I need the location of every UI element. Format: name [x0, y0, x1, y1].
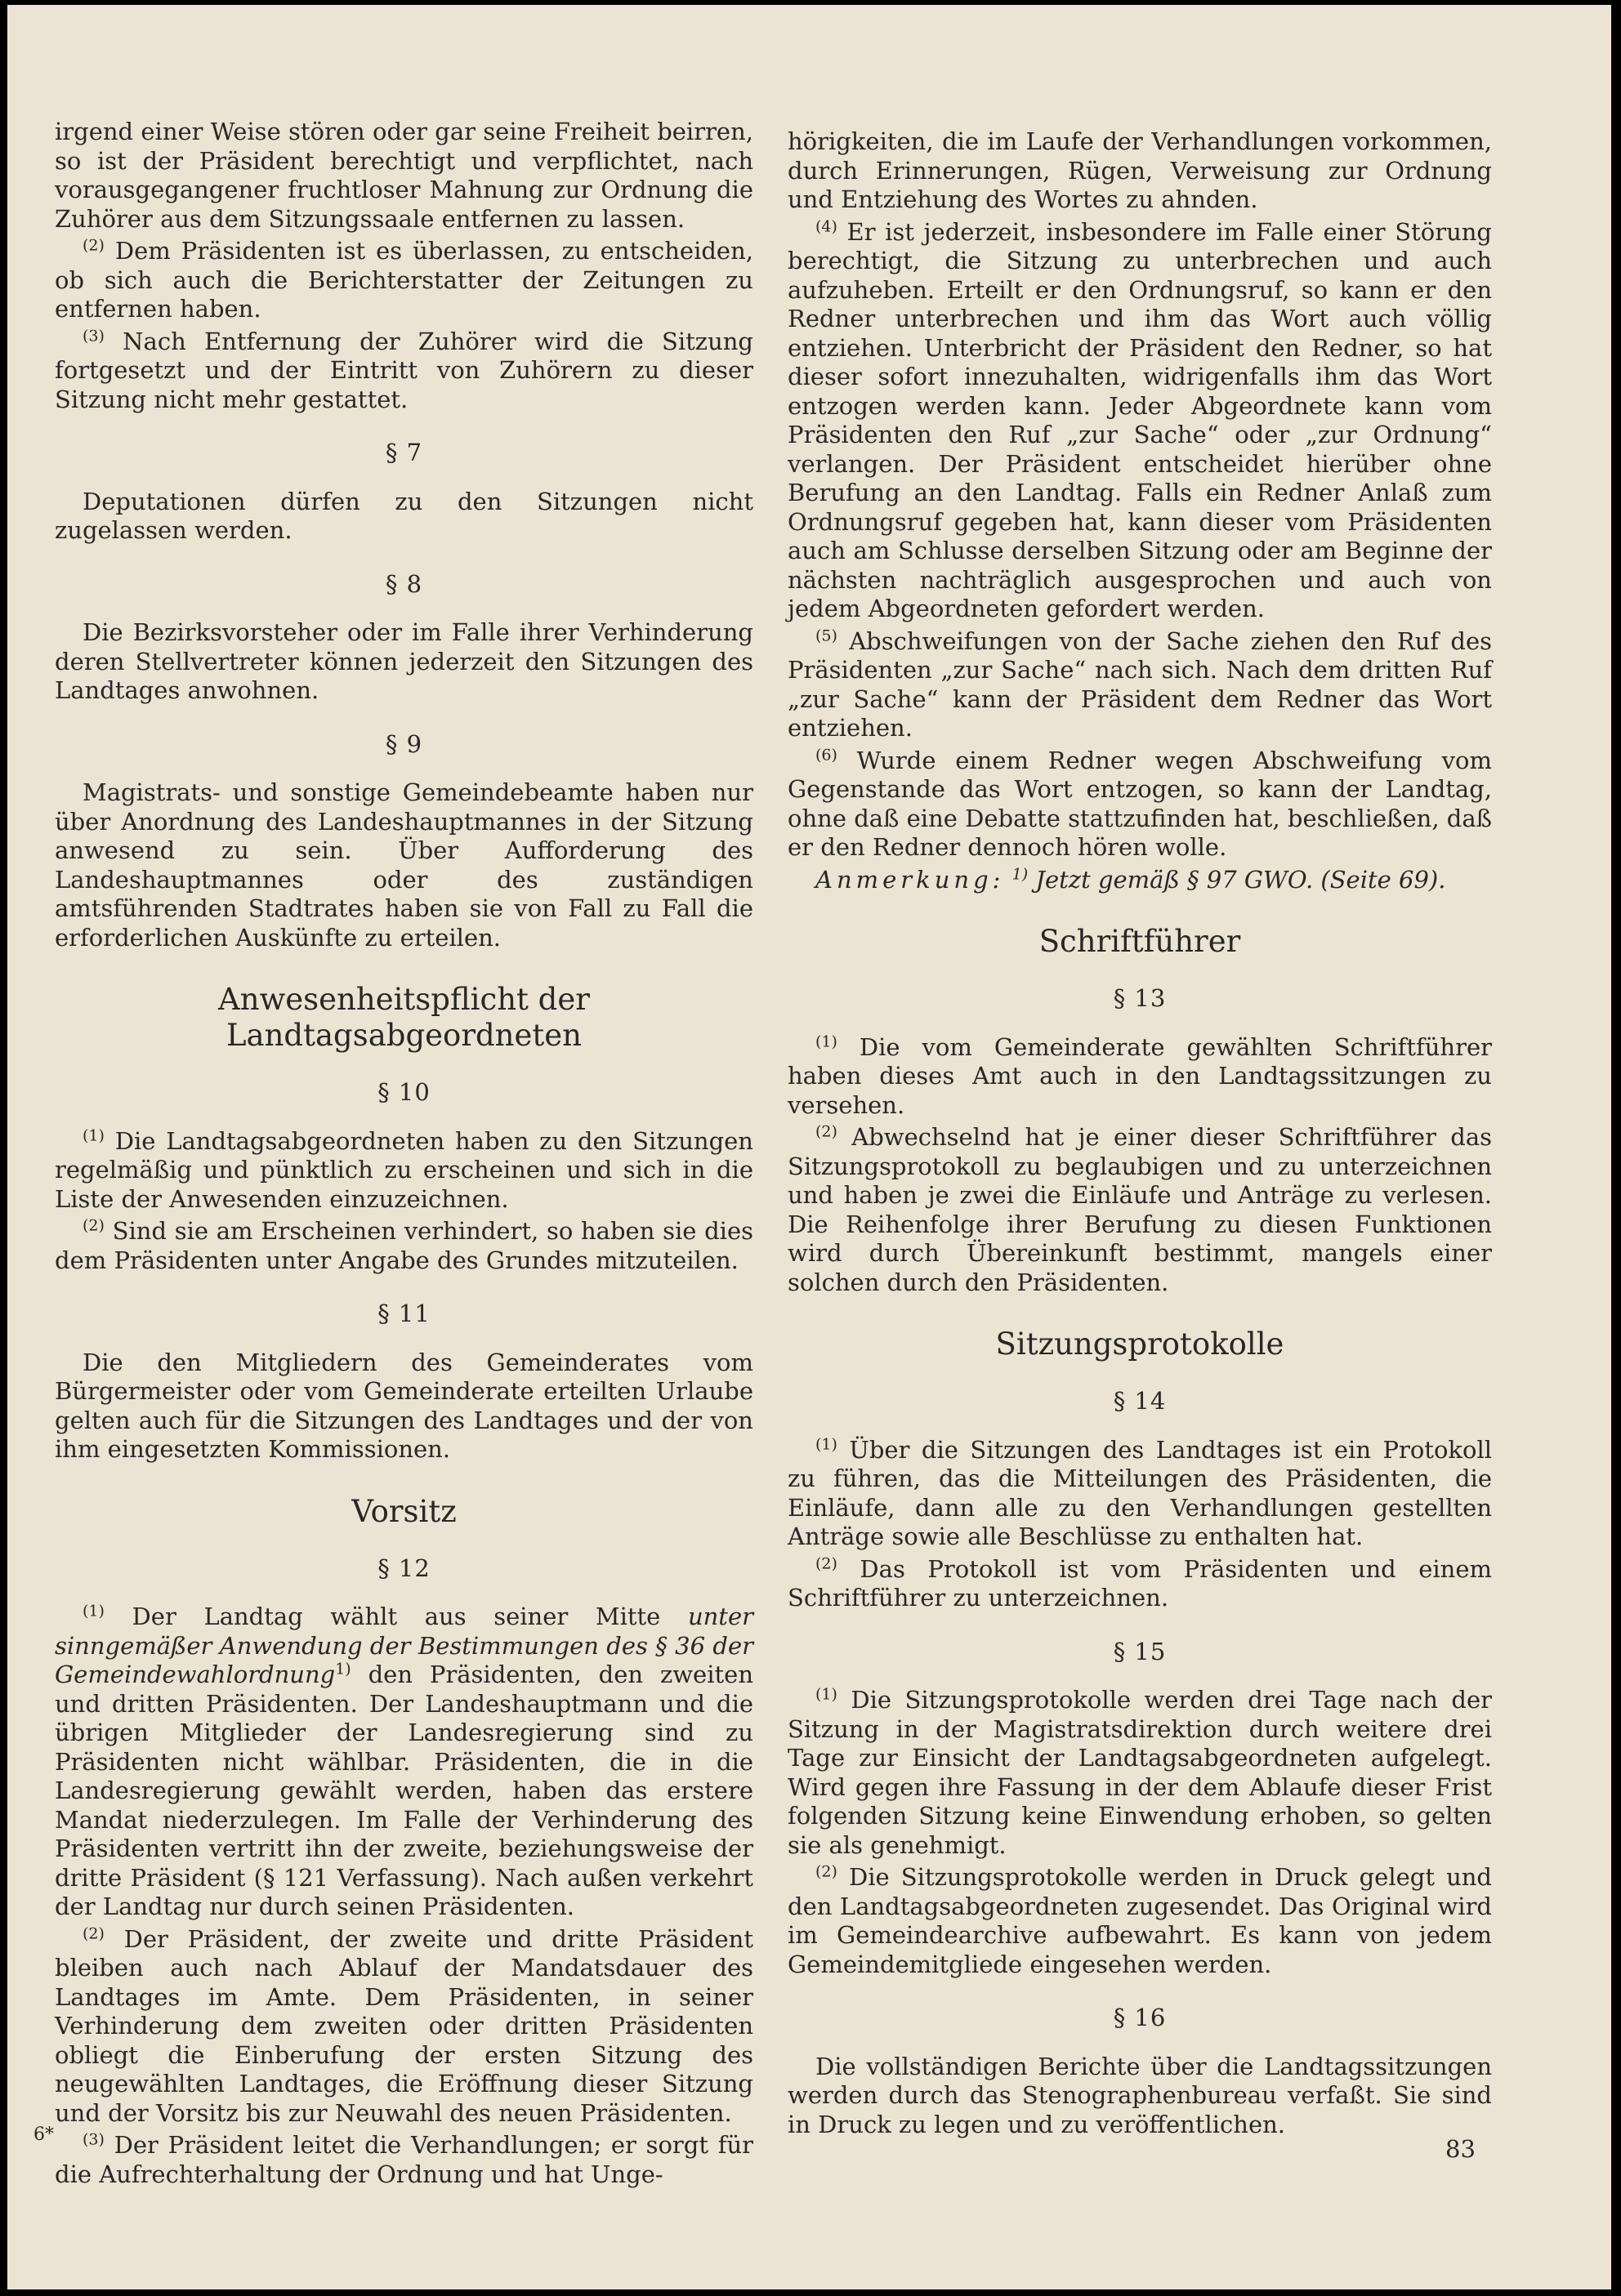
section-number: § 11 — [377, 1300, 431, 1327]
paragraph — [788, 1033, 1492, 1121]
paragraph-text: den Präsidenten, den zweiten und dritten Präsidenten. Der Landeshauptmann und die übrigen Mitglieder der Landesregierung sind zu Präsidenten nicht wählbar. Präsidenten, die in die Landesregierung gewählt werden, haben das erstere Mandat niederzulegen. Im Falle der Verhinderung des Präsidenten vertritt ihn der zweite, beziehungsweise der dritte Präsident (§ 121 Verfassung). Nach außen verkehrt der Landtag nur durch seinen Präsidenten. — [55, 1661, 753, 1920]
section-number: § 14 — [1113, 1387, 1167, 1415]
paragraph: irgend einer Weise stören oder gar seine Freiheit beirren, so ist der Präsident berechtigt und verpflichtet, nach vorausgegangener fruchtloser Mahnung zur Ordnung die Zuhörer aus dem Sitzungssaale entfernen zu lassen. — [55, 118, 753, 233]
paragraph — [788, 218, 1492, 624]
section-number: § 12 — [377, 1554, 431, 1582]
paragraph-number: (1) — [83, 1602, 105, 1621]
paragraph-number: (2) — [815, 1122, 837, 1141]
heading-vorsitz: Vorsitz — [351, 1493, 457, 1529]
section-number: § 8 — [385, 569, 423, 598]
paragraph: Die den Mitgliedern des Gemeinderates vom Bürgermeister oder vom Gemeinderate erteilten Urlaube gelten auch für die Sitzungen des Landtages und der von ihm eingesetzten Kommissionen. — [55, 1348, 753, 1463]
paragraph — [788, 1686, 1492, 1860]
section-number: § 10 — [377, 1078, 431, 1106]
paragraph-number: (2) — [83, 236, 105, 255]
section-number: § 13 — [1113, 984, 1167, 1012]
heading-sitzungsprotokolle: Sitzungsprotokolle — [995, 1326, 1284, 1362]
paragraph — [788, 1555, 1492, 1613]
paragraph: Deputationen dürfen zu den Sitzungen nicht zugelassen werden. — [55, 487, 753, 544]
paragraph-text: Der Präsident, der zweite und dritte Präsident bleiben auch nach Ablauf der Mandatsdauer des Landtages im Amte. Dem Präsidenten, in seiner Verhinderung dem zweiten oder dritten Präsidenten obliegt die Einberufung der ersten Sitzung des neugewählten Landtages, die Eröffnung dieser Sitzung und der Vorsitz bis zur Neuwahl des neuen Präsidenten. — [55, 1924, 753, 2127]
page-number: 83 — [1445, 2135, 1476, 2163]
paragraph-number: (3) — [83, 326, 105, 345]
paragraph-text: Die vom Gemeinderate gewählten Schriftführer haben dieses Amt auch in den Landtagssitzungen zu versehen. — [788, 1032, 1492, 1119]
annotation-note — [788, 866, 1492, 895]
section-number: § 16 — [1113, 2004, 1167, 2031]
annotation-text: Jetzt gemäß § 97 GWO. (Seite 69). — [1028, 865, 1446, 894]
paragraph-number: (2) — [83, 1924, 105, 1942]
left-column — [55, 118, 753, 2192]
right-column — [788, 127, 1492, 2142]
document-page — [7, 5, 1611, 2289]
paragraph-number: (6) — [815, 745, 837, 764]
paragraph-number: (3) — [83, 2130, 105, 2149]
paragraph — [788, 1123, 1492, 1297]
paragraph-text: Der Präsident leitet die Verhandlungen; er sorgt für die Aufrechterhaltung der Ordnung und hat Unge- — [55, 2131, 753, 2188]
paragraph-number: (2) — [83, 1216, 105, 1235]
paragraph-text: Er ist jederzeit, insbesondere im Falle einer Störung berechtigt, die Sitzung zu unterbrechen und auch aufzuheben. Erteilt er den Ordnungsruf, so kann er den Redner unterbrechen und ihm das Wort auch völlig entziehen. Unterbricht der Präsident den Redner, so hat dieser sofort innezuhalten, widrigenfalls ihm das Wort entzogen werden kann. Jeder Abgeordnete kann vom Präsidenten den Ruf „zur Sache“ oder „zur Ordnung“ verlangen. Der Präsident entscheidet hierüber ohne Berufung an den Landtag. Falls ein Redner Anlaß zum Ordnungsruf gegeben hat, kann dieser vom Präsidenten auch am Schlusse derselben Sitzung oder am Beginne der nächsten nachträglich ausgesprochen und auch von jedem Abgeordneten gefordert werden. — [788, 217, 1492, 622]
paragraph — [55, 1127, 753, 1215]
footnote-marker: 1) — [1011, 864, 1029, 883]
paragraph-text: Der Landtag wählt aus seiner Mitte — [104, 1603, 688, 1630]
paragraph-text: Abschweifungen von der Sache ziehen den Ruf des Präsidenten „zur Sache“ nach sich. Nach dem dritten Ruf „zur Sache“ kann der Präsident dem Redner das Wort entziehen. — [788, 626, 1492, 742]
paragraph-number: (4) — [815, 216, 837, 235]
paragraph-text: Über die Sitzungen des Landtages ist ein Protokoll zu führen, das die Mitteilungen des Präsidenten, die Einläufe, dann alle zu den Verhandlungen gestellten Anträge sowie alle Beschlüsse zu enthalten hat. — [788, 1435, 1492, 1550]
section-number: § 9 — [385, 729, 423, 758]
paragraph — [55, 1217, 753, 1275]
paragraph-text: Dem Präsidenten ist es überlassen, zu entscheiden, ob sich auch die Berichterstatter der Zeitungen zu entfernen haben. — [55, 237, 753, 323]
paragraph — [55, 1603, 753, 1922]
paragraph-text: Sind sie am Erscheinen verhindert, so haben sie dies dem Präsidenten unter Angabe des Grundes mitzuteilen. — [55, 1217, 753, 1274]
paragraph — [55, 237, 753, 324]
footnote-marker: 1) — [335, 1660, 351, 1679]
paragraph-number: (2) — [815, 1554, 837, 1572]
paragraph-number: (1) — [83, 1126, 105, 1144]
paragraph — [788, 747, 1492, 863]
printer-signature: 6* — [33, 2124, 54, 2145]
paragraph-text: Das Protokoll ist vom Präsidenten und einem Schriftführer zu unterzeichnen. — [788, 1554, 1492, 1612]
section-number: § 15 — [1113, 1637, 1167, 1665]
paragraph: Magistrats- und sonstige Gemeindebeamte haben nur über Anordnung des Landeshauptmannes in der Sitzung anwesend zu sein. Über Aufforderung des Landeshauptmannes oder des zuständigen amtsführenden Stadtrates haben sie von Fall zu Fall die erforderlichen Auskünfte zu erteilen. — [55, 778, 753, 952]
paragraph-text: Abwechselnd hat je einer dieser Schriftführer das Sitzungsprotokoll zu beglaubigen und zu unterzeichnen und haben je zwei die Einläufe und Anträge zu verlesen. Die Reihenfolge ihrer Berufung zu diesen Funktionen wird durch Übereinkunft bestimmt, mangels einer solchen durch den Präsidenten. — [788, 1123, 1492, 1296]
paragraph-text: Die Landtagsabgeordneten haben zu den Sitzungen regelmäßig und pünktlich zu erscheinen und sich in die Liste der Anwesenden einzuzeichnen. — [55, 1126, 753, 1213]
paragraph-number: (2) — [815, 1862, 837, 1881]
paragraph: Die vollständigen Berichte über die Landtagssitzungen werden durch das Stenographenbureau verfaßt. Sie sind in Druck zu legen und zu veröffentlichen. — [788, 2052, 1492, 2138]
paragraph-number: (1) — [815, 1032, 837, 1050]
paragraph-text: Die Sitzungsprotokolle werden in Druck gelegt und den Landtagsabgeordneten zugesendet. Das Original wird im Gemeindearchive aufbewahrt. Es kann von jedem Gemeindemitgliede eingesehen werden. — [788, 1863, 1492, 1978]
heading-anwesenheitspflicht: Anwesenheitspflicht der Landtagsabgeordneten — [218, 982, 590, 1053]
heading-schriftfuehrer: Schriftführer — [1038, 924, 1241, 959]
paragraph — [55, 328, 753, 415]
paragraph-text: Wurde einem Redner wegen Abschweifung vom Gegenstande das Wort entzogen, so kann der Landtag, ohne daß eine Debatte stattzufinden hat, beschließen, daß er den Redner dennoch hören wolle. — [788, 746, 1492, 861]
paragraph-number: (5) — [815, 626, 837, 644]
annotation-label: Anmerkung: — [815, 865, 1005, 894]
paragraph: Die Bezirksvorsteher oder im Falle ihrer Verhinderung deren Stellvertreter können jederzeit den Sitzungen des Landtages anwohnen. — [55, 618, 753, 704]
paragraph — [788, 1863, 1492, 1979]
emphasized-text: unter sinngemäßer Anwendung der Bestimmungen des § 36 der Gemeindewahlordnung — [55, 1603, 753, 1688]
paragraph — [55, 1925, 753, 2129]
section-number: § 7 — [385, 439, 423, 466]
paragraph — [788, 627, 1492, 743]
paragraph-number: (1) — [815, 1685, 837, 1704]
paragraph-number: (1) — [815, 1434, 837, 1453]
paragraph — [788, 1436, 1492, 1552]
paragraph — [55, 2131, 753, 2189]
paragraph-text: Nach Entfernung der Zuhörer wird die Sitzung fortgesetzt und der Eintritt von Zuhörern zu dieser Sitzung nicht mehr gestattet. — [55, 327, 753, 413]
paragraph-text: Die Sitzungsprotokolle werden drei Tage nach der Sitzung in der Magistratsdirektion durch weitere drei Tage zur Einsicht der Landtagsabgeordneten aufgelegt. Wird gegen ihre Fassung in der dem Ablaufe dieser Frist folgenden Sitzung keine Einwendung erhoben, so gelten sie als genehmigt. — [788, 1686, 1492, 1859]
paragraph: hörigkeiten, die im Laufe der Verhandlungen vorkommen, durch Erinnerungen, Rügen, Verweisung zur Ordnung und Entziehung des Wortes zu ahnden. — [788, 127, 1492, 213]
